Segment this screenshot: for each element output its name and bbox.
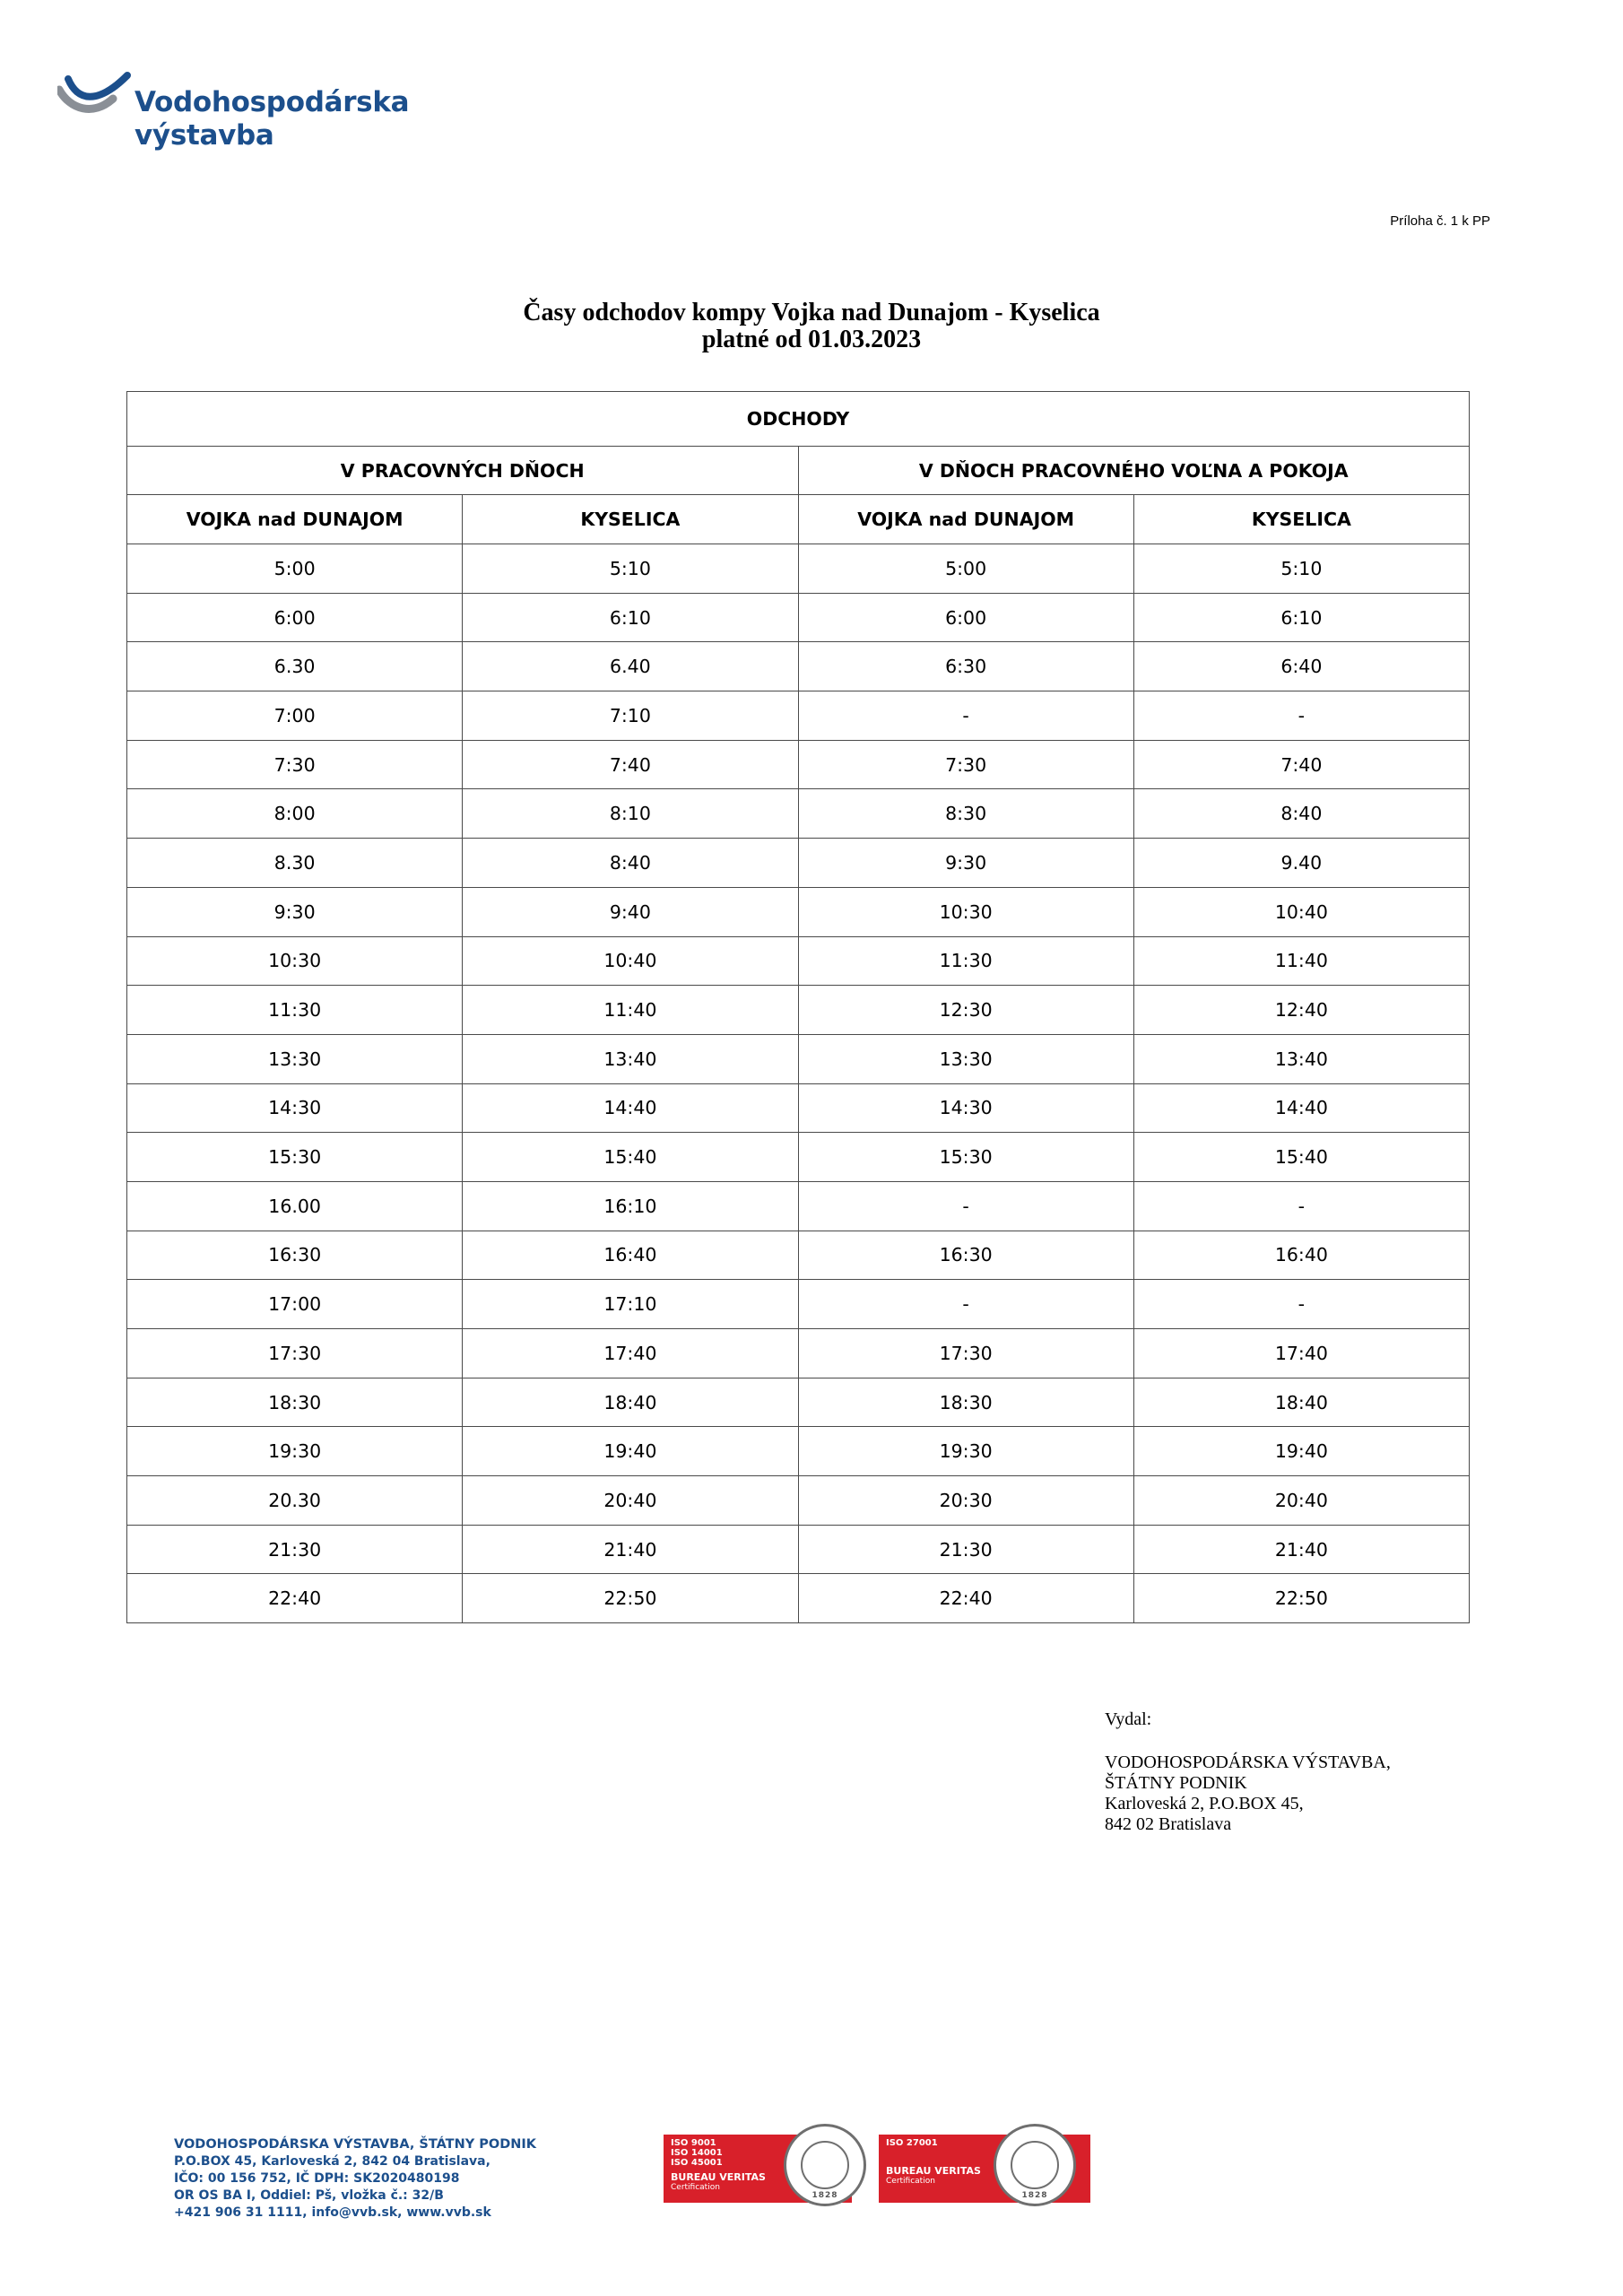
time-cell: 10:30 <box>798 887 1133 936</box>
footer-line: P.O.BOX 45, Karloveská 2, 842 04 Bratislava, <box>174 2154 490 2169</box>
title-line-2: platné od 01.03.2023 <box>701 326 922 353</box>
footer-line: IČO: 00 156 752, IČ DPH: SK2020480198 <box>174 2171 460 2186</box>
time-cell: 7:30 <box>798 740 1133 789</box>
table-row <box>127 740 1470 789</box>
time-cell: 20.30 <box>127 1476 463 1526</box>
table-row <box>127 1034 1470 1083</box>
footer-line: OR OS BA I, Oddiel: Pš, vložka č.: 32/B <box>174 2188 444 2203</box>
time-cell: 8:40 <box>463 839 798 888</box>
time-cell: 9.40 <box>1133 839 1469 888</box>
time-cell: 16.00 <box>127 1181 463 1231</box>
time-cell: - <box>1133 1280 1469 1329</box>
time-cell: 11:40 <box>463 986 798 1035</box>
time-cell: 15:40 <box>1133 1133 1469 1182</box>
time-cell: 21:30 <box>798 1525 1133 1574</box>
time-cell: 22:40 <box>798 1574 1133 1623</box>
time-cell: 18:30 <box>127 1378 463 1427</box>
time-cell: - <box>1133 691 1469 741</box>
time-cell: 16:40 <box>463 1231 798 1280</box>
time-cell: 17:30 <box>127 1329 463 1378</box>
table-row <box>127 642 1470 691</box>
time-cell: 17:10 <box>463 1280 798 1329</box>
issuer-line: Karloveská 2, P.O.BOX 45, <box>1105 1794 1304 1813</box>
time-cell: 11:30 <box>127 986 463 1035</box>
time-cell: 14:30 <box>127 1083 463 1133</box>
time-cell: 13:40 <box>463 1034 798 1083</box>
logo-text-line1: Vodohospodárska <box>135 86 410 118</box>
time-cell: 6.30 <box>127 642 463 691</box>
issuer-line: VODOHOSPODÁRSKA VÝSTAVBA, <box>1105 1752 1391 1772</box>
column-header: KYSELICA <box>463 495 798 544</box>
time-cell: 7:30 <box>127 740 463 789</box>
time-cell: 13:30 <box>127 1034 463 1083</box>
time-cell: 20:40 <box>463 1476 798 1526</box>
time-cell: 20:30 <box>798 1476 1133 1526</box>
time-cell: 13:30 <box>798 1034 1133 1083</box>
time-cell: 6:10 <box>463 593 798 642</box>
time-cell: 19:30 <box>127 1427 463 1476</box>
issuer-label: Vydal: <box>1105 1709 1152 1729</box>
table-row <box>127 839 1470 888</box>
time-cell: 5:00 <box>127 544 463 594</box>
table-row <box>127 1525 1470 1574</box>
time-cell: 8:30 <box>798 789 1133 839</box>
seal-year: 1828 <box>1021 2191 1048 2200</box>
cert-sub: Certification <box>886 2177 935 2186</box>
time-cell: 17:30 <box>798 1329 1133 1378</box>
iso-label: ISO 9001 <box>671 2138 716 2148</box>
time-cell: 10:30 <box>127 936 463 986</box>
time-cell: 6:00 <box>127 593 463 642</box>
table-row <box>127 1181 1470 1231</box>
time-cell: 15:30 <box>798 1133 1133 1182</box>
time-cell: 7:00 <box>127 691 463 741</box>
group-header-workdays: V PRACOVNÝCH DŇOCH <box>127 447 799 495</box>
annex-label: Príloha č. 1 k PP <box>1390 213 1490 229</box>
time-cell: 18:40 <box>1133 1378 1469 1427</box>
time-cell: 14:40 <box>463 1083 798 1133</box>
time-cell: 6:30 <box>798 642 1133 691</box>
time-cell: 5:10 <box>1133 544 1469 594</box>
time-cell: 16:10 <box>463 1181 798 1231</box>
cert-body: BUREAU VERITAS <box>886 2165 981 2177</box>
time-cell: 11:40 <box>1133 936 1469 986</box>
time-cell: 5:00 <box>798 544 1133 594</box>
time-cell: 10:40 <box>463 936 798 986</box>
iso-label: ISO 14001 <box>671 2148 723 2158</box>
table-row <box>127 1083 1470 1133</box>
table-row <box>127 1231 1470 1280</box>
table-row <box>127 1378 1470 1427</box>
certification-badge-1 <box>664 2124 872 2203</box>
table-row <box>127 1574 1470 1623</box>
time-cell: 19:30 <box>798 1427 1133 1476</box>
time-cell: 18:30 <box>798 1378 1133 1427</box>
table-row <box>127 1476 1470 1526</box>
table-row <box>127 1329 1470 1378</box>
table-row <box>127 691 1470 741</box>
time-cell: 6:10 <box>1133 593 1469 642</box>
table-row <box>127 1427 1470 1476</box>
time-cell: 8.30 <box>127 839 463 888</box>
time-cell: 22:50 <box>1133 1574 1469 1623</box>
time-cell: 16:40 <box>1133 1231 1469 1280</box>
time-cell: 14:30 <box>798 1083 1133 1133</box>
company-logo <box>57 68 434 167</box>
column-header: VOJKA nad DUNAJOM <box>127 495 463 544</box>
table-row <box>127 936 1470 986</box>
time-cell: 22:40 <box>127 1574 463 1623</box>
time-cell: 12:30 <box>798 986 1133 1035</box>
time-cell: 17:40 <box>1133 1329 1469 1378</box>
time-cell: 9:30 <box>798 839 1133 888</box>
certification-badge-2 <box>879 2124 1090 2203</box>
table-row <box>127 593 1470 642</box>
time-cell: 7:10 <box>463 691 798 741</box>
column-header: KYSELICA <box>1133 495 1469 544</box>
time-cell: 6.40 <box>463 642 798 691</box>
time-cell: 21:30 <box>127 1525 463 1574</box>
title-line-1: Časy odchodov kompy Vojka nad Dunajom - Kyselica <box>523 299 1100 326</box>
time-cell: 19:40 <box>1133 1427 1469 1476</box>
group-header-holidays: V DŇOCH PRACOVNÉHO VOĽNA A POKOJA <box>798 447 1470 495</box>
timetable-body <box>127 544 1470 1623</box>
departure-timetable <box>126 391 1470 1623</box>
bureau-veritas-seal-icon <box>994 2124 1076 2206</box>
time-cell: 15:30 <box>127 1133 463 1182</box>
table-row <box>127 887 1470 936</box>
time-cell: 5:10 <box>463 544 798 594</box>
document-title <box>0 300 1623 353</box>
time-cell: 16:30 <box>798 1231 1133 1280</box>
time-cell: 22:50 <box>463 1574 798 1623</box>
cert-body: BUREAU VERITAS <box>671 2171 766 2183</box>
cert-sub: Certification <box>671 2183 720 2192</box>
time-cell: 11:30 <box>798 936 1133 986</box>
time-cell: 20:40 <box>1133 1476 1469 1526</box>
iso-label: ISO 45001 <box>671 2158 723 2168</box>
issuer-block <box>1105 1709 1391 1835</box>
time-cell: 18:40 <box>463 1378 798 1427</box>
time-cell: 10:40 <box>1133 887 1469 936</box>
time-cell: 15:40 <box>463 1133 798 1182</box>
table-main-header: ODCHODY <box>127 392 1470 447</box>
bureau-veritas-seal-icon <box>784 2124 866 2206</box>
time-cell: 8:10 <box>463 789 798 839</box>
issuer-line: 842 02 Bratislava <box>1105 1814 1232 1834</box>
time-cell: 21:40 <box>1133 1525 1469 1574</box>
time-cell: 8:00 <box>127 789 463 839</box>
time-cell: 19:40 <box>463 1427 798 1476</box>
time-cell: - <box>798 1181 1133 1231</box>
iso-label: ISO 27001 <box>886 2138 938 2148</box>
time-cell: - <box>1133 1181 1469 1231</box>
wave-logo-icon <box>57 70 131 124</box>
time-cell: 9:40 <box>463 887 798 936</box>
time-cell: - <box>798 691 1133 741</box>
time-cell: 7:40 <box>463 740 798 789</box>
time-cell: 16:30 <box>127 1231 463 1280</box>
time-cell: 7:40 <box>1133 740 1469 789</box>
time-cell: 6:40 <box>1133 642 1469 691</box>
logo-text-line2: výstavba <box>135 119 274 152</box>
time-cell: 9:30 <box>127 887 463 936</box>
table-row <box>127 789 1470 839</box>
footer-company: VODOHOSPODÁRSKA VÝSTAVBA, ŠTÁTNY PODNIK <box>174 2137 537 2152</box>
time-cell: 17:00 <box>127 1280 463 1329</box>
time-cell: 21:40 <box>463 1525 798 1574</box>
time-cell: 13:40 <box>1133 1034 1469 1083</box>
seal-year: 1828 <box>812 2191 838 2200</box>
time-cell: 6:00 <box>798 593 1133 642</box>
time-cell: 12:40 <box>1133 986 1469 1035</box>
table-row <box>127 544 1470 594</box>
column-header: VOJKA nad DUNAJOM <box>798 495 1133 544</box>
footer-line: +421 906 31 1111, info@vvb.sk, www.vvb.sk <box>174 2205 491 2220</box>
table-row <box>127 1133 1470 1182</box>
table-row <box>127 986 1470 1035</box>
issuer-line: ŠTÁTNY PODNIK <box>1105 1773 1247 1793</box>
footer-contact <box>174 2136 536 2222</box>
time-cell: 8:40 <box>1133 789 1469 839</box>
table-row <box>127 1280 1470 1329</box>
time-cell: 14:40 <box>1133 1083 1469 1133</box>
time-cell: 17:40 <box>463 1329 798 1378</box>
time-cell: - <box>798 1280 1133 1329</box>
